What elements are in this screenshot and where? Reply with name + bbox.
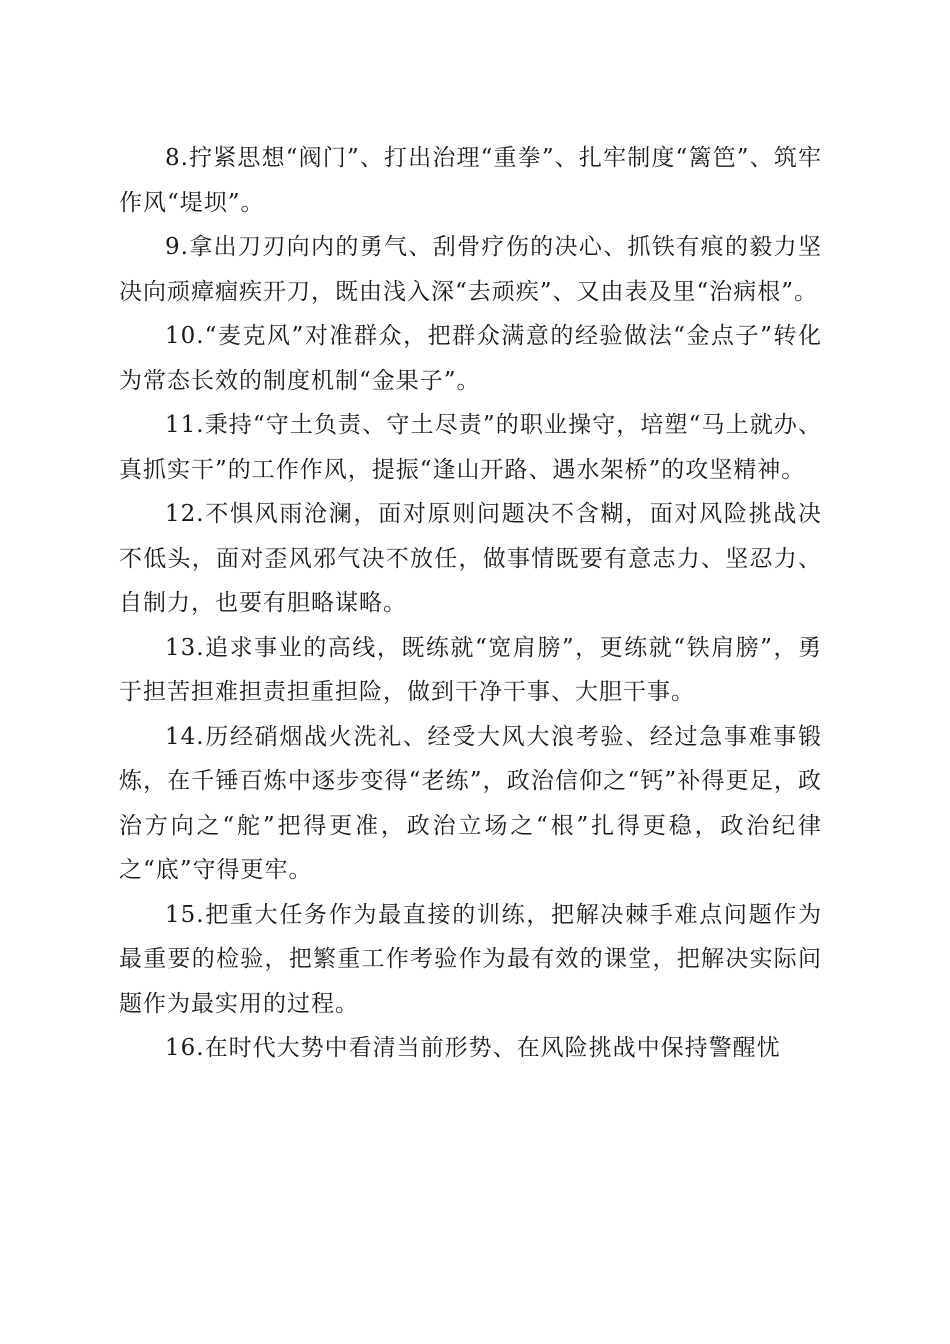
paragraph-10: 10.“麦克风”对准群众，把群众满意的经验做法“金点子”转化为常态长效的制度机制“金果子”。 xyxy=(119,323,822,394)
paragraph-11: 11.秉持“守土负责、守土尽责”的职业操守，培塑“马上就办、真抓实干”的工作作风，提振“逢山开路、遇水架桥”的攻坚精神。 xyxy=(119,412,822,483)
paragraph-15: 15.把重大任务作为最直接的训练，把解决棘手难点问题作为最重要的检验，把繁重工作考验作为最有效的课堂，把解决实际问题作为最实用的过程。 xyxy=(119,901,822,1017)
paragraph-8: 8.拧紧思想“阀门”、打出治理“重拳”、扎牢制度“篱笆”、筑牢作风“堤坝”。 xyxy=(119,145,822,216)
paragraph-12: 12.不惧风雨沧澜，面对原则问题决不含糊，面对风险挑战决不低头，面对歪风邪气决不放任，做事情既要有意志力、坚忍力、自制力，也要有胆略谋略。 xyxy=(119,501,822,616)
paragraph-13: 13.追求事业的高线，既练就“宽肩膀”，更练就“铁肩膀”，勇于担苦担难担责担重担险，做到干净干事、大胆干事。 xyxy=(119,634,822,705)
document-page xyxy=(119,136,822,1071)
paragraph-16: 16.在时代大势中看清当前形势、在风险挑战中保持警醒忧 xyxy=(165,1035,781,1061)
paragraph-9: 9.拿出刀刃向内的勇气、刮骨疗伤的决心、抓铁有痕的毅力坚决向顽瘴痼疾开刀，既由浅入深“去顽疾”、又由表及里“治病根”。 xyxy=(119,234,822,305)
paragraph-14: 14.历经硝烟战火洗礼、经受大风大浪考验、经过急事难事锻炼，在千锤百炼中逐步变得“老练”，政治信仰之“钙”补得更足，政治方向之“舵”把得更准，政治立场之“根”扎得更稳，政治纪律之“底”守得更牢。 xyxy=(119,723,822,883)
